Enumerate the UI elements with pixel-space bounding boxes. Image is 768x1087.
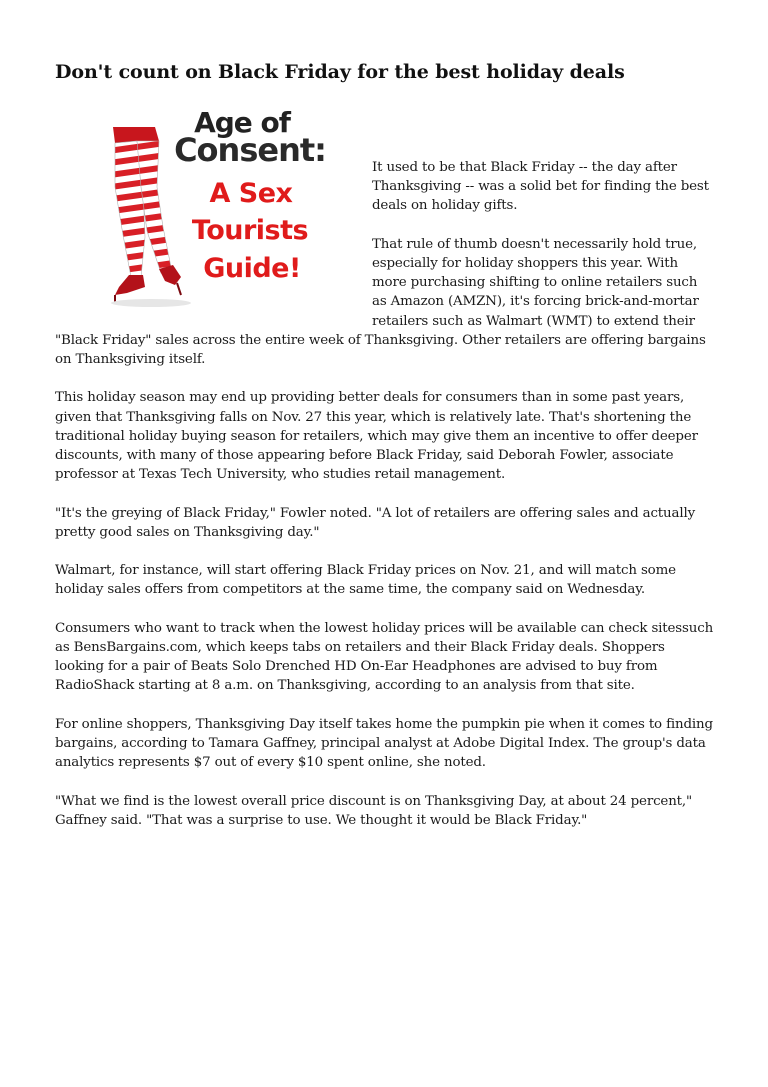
- cover-title-line-3: A Sex: [209, 178, 293, 209]
- paragraph: Consumers who want to track when the lowest holiday prices will be available can check sitessuch as BensBargains.com, which keeps tabs on retailers and their Black Friday deals. Shoppers looking for a pair of Beats Solo Drenched HD On-Ear Headphones are advised to buy from RadioShack starting at 8 a.m. on Thanksgiving, according to an analysis from that site.: [55, 620, 714, 694]
- article-headline: Don't count on Black Friday for the best holiday deals: [55, 61, 625, 83]
- cover-title-line-1: Age of: [194, 106, 290, 139]
- paragraph: That rule of thumb doesn't necessarily hold true, especially for holiday shoppers this year. With more purchasing shifting to online retailers such as Amazon (AMZN), it's forcing brick-and-mortar retailers such as Walmart (WMT) to extend their "Black Friday" sales across the entire week of Thanksgiving. Other retailers are offering bargains on Thanksgiving itself.: [55, 236, 706, 368]
- paragraph: This holiday season may end up providing better deals for consumers than in some past years, given that Thanksgiving falls on Nov. 27 this year, which is relatively late. That's shortening the traditional holiday buying season for retailers, which may give them an incentive to offer deeper discounts, with many of those appearing before Black Friday, said Deborah Fowler, associate professor at Texas Tech University, who studies retail management.: [55, 390, 698, 483]
- cover-title-line-2: Consent:: [174, 131, 326, 169]
- paragraph: "It's the greying of Black Friday," Fowler noted. "A lot of retailers are offering sales and actually pretty good sales on Thanksgiving day.": [55, 505, 696, 540]
- cover-title-line-4: Tourists: [191, 215, 309, 246]
- paragraph: "What we find is the lowest overall price discount is on Thanksgiving Day, at about 24 percent," Gaffney said. "That was a surprise to use. We thought it would be Black Friday.": [55, 793, 693, 828]
- article-body: [55, 106, 715, 830]
- paragraph: It used to be that Black Friday -- the day after Thanksgiving -- was a solid bet for finding the best deals on holiday gifts.: [372, 160, 709, 214]
- cover-title-line-5: Guide!: [203, 253, 301, 284]
- document-page: [55, 58, 715, 849]
- paragraph: For online shoppers, Thanksgiving Day itself takes home the pumpkin pie when it comes to finding bargains, according to Tamara Gaffney, principal analyst at Adobe Digital Index. The group's data analytics represents $7 out of every $10 spent online, she noted.: [55, 716, 713, 771]
- book-cover-image: [85, 106, 337, 310]
- paragraph: Walmart, for instance, will start offering Black Friday prices on Nov. 21, and will match some holiday sales offers from competitors at the same time, the company said on Wednesday.: [55, 563, 676, 598]
